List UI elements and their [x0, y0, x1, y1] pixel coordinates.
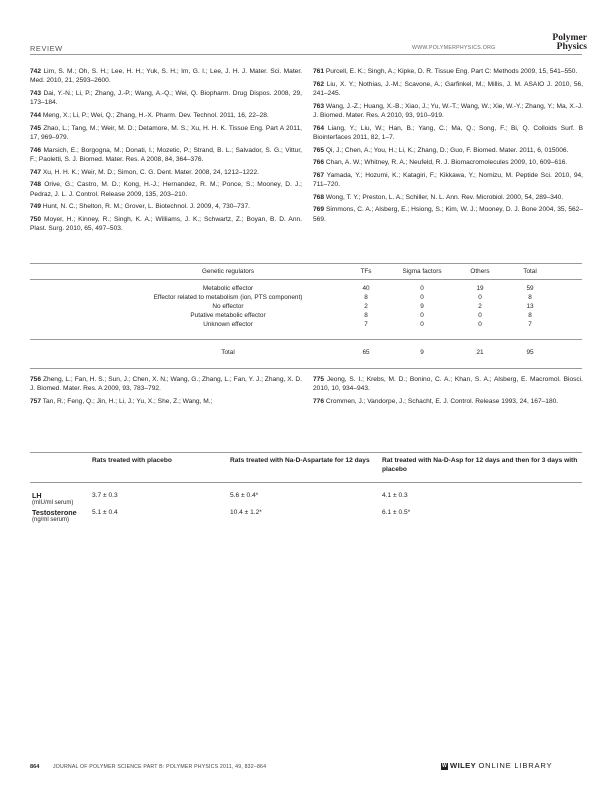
reference-item: 763 Wang, J.-Z.; Huang, X.-B.; Xiao, J.; Yu, W.-T.; Wang, W.; Xie, W.-Y.; Zhang, Y.; Ma, X.-J. J. Biomed. Mater. Res. A 2010, 93, 910–919. — [313, 102, 583, 119]
table-bottom-rule — [30, 368, 582, 369]
references-left-top — [30, 67, 302, 260]
header-aspartate: Rats treated with Na-D-Aspartate for 12 days — [230, 457, 370, 464]
reference-item: 762 Liu, X. Y.; Nothias, J.-M.; Scavone, A.; Garfinkel, M.; Millis, J. M. ASAIO J. 2010, 56, 241–245. — [313, 80, 583, 97]
reference-item: 766 Chan, A. W.; Whitney, R. A.; Neufeld, R. J. Biomacromolecules 2009, 10, 609–616. — [313, 159, 568, 167]
section-label: REVIEW — [30, 44, 63, 53]
references-left-mid — [30, 375, 302, 450]
online-library-label: ONLINE LIBRARY — [478, 761, 553, 770]
row-unit: (mIU/ml serum) — [32, 500, 74, 506]
reference-item: 746 Marsich, E.; Borgogna, M.; Donati, I.; Mozetic, P.; Strand, B. L.; Salvador, S. G.; Vittur, F.; Paoletti, S. J. Biomed. Mater. Res. A 2008, 84, 364–376. — [30, 146, 302, 163]
reference-item: 769 Simmons, C. A.; Alsberg, E.; Hsiong, S.; Kim, W. J.; Mooney, D. J. Bone 2004, 35, 562–569. — [313, 206, 583, 223]
journal-logo-line2: Physics — [556, 41, 587, 53]
row-label: LH — [32, 491, 42, 500]
reference-item: 765 Qi, J.; Chen, A.; You, H.; Li, K.; Zhang, D.; Guo, F. Biomed. Mater. 2011, 6, 015006. — [313, 146, 569, 154]
reference-item: 745 Zhao, L.; Tang, M.; Weir, M. D.; Detamore, M. S.; Xu, H. H. K. Tissue Eng. Part A 2011, 17, 969–979. — [30, 124, 302, 141]
journal-logo-line1: Polymer — [552, 32, 587, 43]
header-rule — [30, 54, 582, 55]
reference-item: 757 Tan, R.; Feng, Q.; Jin, H.; Li, J.; Yu, X.; She, Z.; Wang, M.; — [30, 398, 213, 405]
header-regulators: Genetic regulators — [201, 268, 255, 275]
reference-item: 743 Dai, Y.-N.; Li, P.; Zhang, J.-P.; Wang, A.-Q.; Wei, Q. Biopharm. Drug Dispos. 2008, 29, 173–184. — [30, 90, 302, 107]
header-sigma: Sigma factors — [402, 268, 442, 275]
reference-item: 764 Liang, Y.; Liu, W.; Han, B.; Yang, C.; Ma, Q.; Song, F.; Bi, Q. Colloids Surf. B Biointerfaces 2011, 82, 1–7. — [313, 124, 583, 141]
header-placebo: Rats treated with placebo — [92, 457, 172, 464]
header-then-placebo: Rat treated with Na-D-Asp for 12 days and then for 3 days with placebo — [382, 457, 578, 473]
row-unit: (ng/ml serum) — [32, 517, 70, 523]
reference-item: 761 Purcell, E. K.; Singh, A.; Kipke, D. R. Tissue Eng. Part C: Methods 2009, 15, 541–550. — [313, 68, 578, 75]
page-number: 864 — [30, 764, 40, 770]
journal-url[interactable]: WWW.POLYMERPHYSICS.ORG — [412, 45, 496, 51]
reference-item: 744 Meng, X.; Li, P.; Wei, Q.; Zhang, H.-X. Pharm. Dev. Technol. 2011, 16, 22–28. — [30, 112, 269, 119]
references-right-mid — [313, 375, 583, 450]
publisher-name: WILEY — [450, 761, 476, 770]
reference-item: 749 Hunt, N. C.; Shelton, R. M.; Grover, L. Biotechnol. J. 2009, 4, 730–737. — [30, 203, 250, 211]
reference-item: 776 Crommen, J.; Vandorpe, J.; Schacht, E. J. Control. Release 1993, 24, 167–180. — [313, 398, 559, 405]
journal-logo — [531, 33, 587, 51]
reference-item: 742 Lim, S. M.; Oh, S. H.; Lee, H. H.; Yuk, S. H.; Im, G. I.; Lee, J. H. J. Mater. Sci. Mater. Med. 2010, 21, 2593–2600. — [30, 68, 302, 85]
header-total: Total — [523, 268, 537, 275]
wiley-online-library-logo[interactable] — [441, 761, 552, 770]
reference-item: 750 Moyer, H.; Kinney, R.; Singh, K. A.; Williams, J. K.; Schwartz, Z.; Boyan, B. D. Ann. Plast. Surg. 2010, 65, 497–503. — [30, 215, 302, 233]
total-rule — [30, 339, 582, 340]
reference-item: 767 Yamada, Y.; Hozumi, K.; Katagiri, F.; Kikkawa, Y.; Nomizu, M. Peptide Sci. 2010, 94, 711–720. — [313, 171, 583, 189]
journal-citation: JOURNAL OF POLYMER SCIENCE PART B: POLYMER PHYSICS 2011, 49, 832–864 — [53, 764, 267, 770]
header-tfs: TFs — [360, 268, 372, 275]
row-label: Testosterone — [32, 508, 77, 517]
reference-item: 748 Orive, G.; Castro, M. D.; Kong, H.-J.; Hernandez, R. M.; Ponce, S.; Mooney, D. J.; Pedraz, J. L. J. Control. Release 2009, 135, 203–210. — [30, 181, 302, 198]
reference-item: 768 Wong, T. Y.; Preston, L. A.; Schiller, N. L. Ann. Rev. Microbiol. 2000, 54, 289–340. — [313, 193, 564, 201]
header-others: Others — [470, 268, 490, 275]
reference-item: 747 Xu, H. H. K.; Weir, M. D.; Simon, C. G. Dent. Mater. 2008, 24, 1212–1222. — [30, 168, 259, 176]
reference-item: 775 Jeong, S. I.; Krebs, M. D.; Bonino, C. A.; Khan, S. A.; Alsberg, E. Macromol. Biosci. 2010, 10, 934–943. — [313, 376, 583, 393]
reference-item: 756 Zheng, L.; Fan, H. S.; Sun, J.; Chen, X. N.; Wang, G.; Zhang, L.; Fan, Y. J.; Zhang, X. D. J. Biomed. Mater. Res. A 2009, 93, 783–792. — [30, 376, 302, 393]
wiley-logo-icon: W — [441, 762, 448, 769]
references-right-top — [313, 67, 583, 260]
table-header-row — [30, 263, 582, 280]
table-header-row — [30, 452, 582, 483]
